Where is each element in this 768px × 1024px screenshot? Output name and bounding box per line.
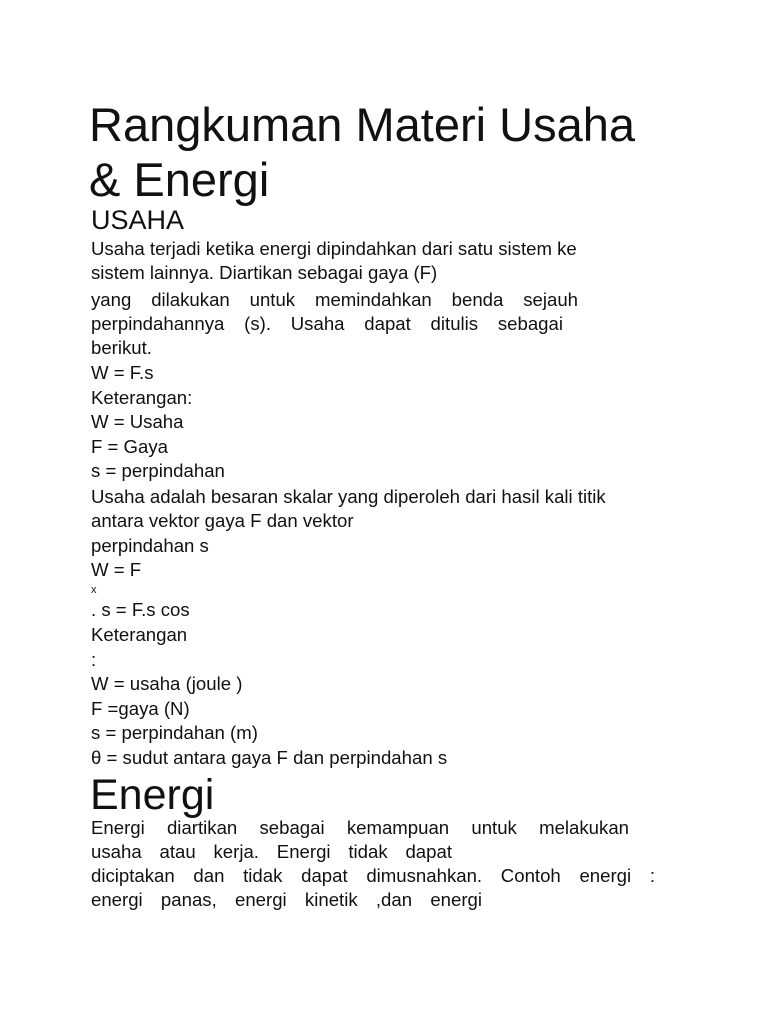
label-line: : xyxy=(91,649,97,670)
definition-line: F = Gaya xyxy=(91,436,168,457)
paragraph-line: Usaha adalah besaran skalar yang diperoleh dari hasil kali titik xyxy=(91,486,606,507)
formula-line: W = F xyxy=(91,559,142,580)
paragraph-line: perpindahannya (s). Usaha dapat ditulis sebagai xyxy=(91,313,563,334)
paragraph-line: berikut. xyxy=(91,337,152,358)
paragraph-line: usaha atau kerja. Energi tidak dapat xyxy=(91,841,452,862)
label-line: Keterangan: xyxy=(91,387,193,408)
paragraph-line: Energi diartikan sebagai kemampuan untuk melakukan xyxy=(91,817,629,838)
formula-line: . s = F.s cos xyxy=(91,599,190,620)
definition-line: s = perpindahan xyxy=(91,460,225,481)
paragraph-line: sistem lainnya. Diartikan sebagai gaya (F) xyxy=(91,262,438,283)
paragraph-line: diciptakan dan tidak dapat dimusnahkan. Contoh energi : xyxy=(91,865,655,886)
document-title-line-1: Rangkuman Materi Usaha xyxy=(89,98,635,151)
subscript-x: x xyxy=(91,584,97,596)
paragraph-line: Usaha terjadi ketika energi dipindahkan dari satu sistem ke xyxy=(91,238,577,259)
paragraph-line: energi panas, energi kinetik ,dan energi xyxy=(91,889,482,910)
paragraph-line: yang dilakukan untuk memindahkan benda sejauh xyxy=(91,289,578,310)
paragraph-line: perpindahan s xyxy=(91,535,209,556)
definition-line: θ = sudut antara gaya F dan perpindahan s xyxy=(91,747,448,768)
section-heading-energi: Energi xyxy=(90,771,215,819)
definition-line: W = usaha (joule ) xyxy=(91,673,243,694)
definition-line: F =gaya (N) xyxy=(91,698,190,719)
definition-line: s = perpindahan (m) xyxy=(91,722,258,743)
paragraph-line: antara vektor gaya F dan vektor xyxy=(91,510,354,531)
label-line: Keterangan xyxy=(91,624,188,645)
section-heading-usaha: USAHA xyxy=(91,205,185,235)
definition-line: W = Usaha xyxy=(91,411,184,432)
formula-line: W = F.s xyxy=(91,362,154,383)
document-title-line-2: & Energi xyxy=(89,153,270,206)
